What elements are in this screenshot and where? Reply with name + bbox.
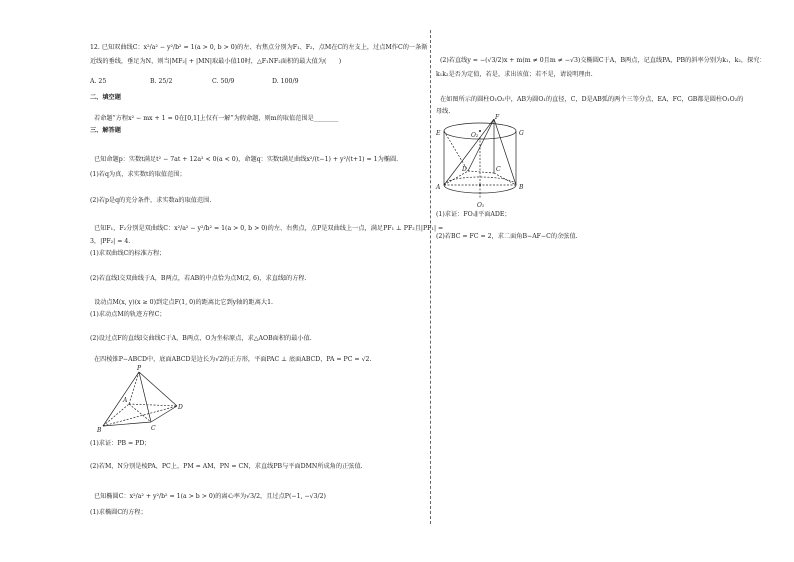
problem6-stem-line1: 在如图所示的圆柱O₁O₂中，AB为圆O₁的直径，C，D是AB弧的两个三等分点，EA，FC，GB都是圆柱O₁O₂的: [440, 96, 744, 103]
cylinder-label-e: E: [436, 130, 441, 137]
pyramid-figure: [95, 364, 185, 434]
cylinder-label-c: C: [496, 166, 501, 173]
cylinder-label-g: G: [519, 130, 524, 137]
problem2-stem-line1: 已知F₁，F₂分别是双曲线C：x²/a² − y²/b² = 1(a > 0, b > 0)的左、右焦点，点P是双曲线上一点，满足PF₁ ⊥ PF₂且|PF₁| =: [94, 225, 444, 232]
problem6-stem-line2: 母线.: [436, 108, 451, 115]
problem1-part2: (2)若p是q的充分条件，求实数a的取值范围.: [90, 197, 212, 204]
cylinder-label-b: B: [519, 184, 524, 191]
problem4-stem: 在四棱锥P−ABCD中，底面ABCD是边长为√2的正方形，平面PAC ⊥ 底面ABCD，PA = PC = √2.: [94, 356, 372, 363]
problem1-stem: 已知命题p：实数t满足t² − 7at + 12a² < 0(a < 0)，命题q：实数t满足曲线x²/(t−1) + y²/(t+1) = 1为椭圆.: [94, 156, 399, 163]
pyramid-label-c: C: [151, 425, 156, 432]
problem1-part1: (1)若q为真，求实数t的取值范围；: [90, 171, 186, 178]
problem6-part2: (2)若BC = FC = 2，求二面角B−AF−C的余弦值.: [436, 233, 578, 240]
cylinder-label-f: F: [495, 114, 500, 121]
option-b: B. 25/2: [150, 78, 173, 85]
section-fill-in: 二、填空题: [90, 94, 121, 101]
problem2-part1: (1)求双曲线C的标准方程；: [90, 250, 166, 257]
option-d: D. 100/9: [272, 78, 299, 85]
pyramid-label-a: A: [123, 397, 128, 404]
q12-line1: 12. 已知双曲线C：x²/a² − y²/b² = 1(a > 0, b > 0)的左、右焦点分别为F₁、F₂，点M在C的左支上，过点M作C的一条渐: [90, 44, 428, 51]
problem3-part1: (1)求动点M的轨迹方程C；: [90, 311, 166, 318]
fill-question: 若命题“方程x² − mx + 1 = 0在[0,1]上仅有一解”为假命题，则m的取值范围是________: [94, 115, 339, 122]
problem5-part2-line2: k₁k₂是否为定值，若是，求出该值；若不是，请说明理由.: [436, 71, 593, 78]
problem4-part2: (2)若M，N分别是棱PA，PC上，PM = AM，PN = CN，求直线PB与平面DMN所成角的正弦值.: [90, 463, 363, 470]
cylinder-label-d: D: [462, 166, 467, 173]
problem5-stem: 已知椭圆C：x²/a² + y²/b² = 1(a > b > 0)的离心率为√3/2，且过点P(−1, −√3/2): [94, 493, 326, 500]
problem3-stem: 设动点M(x, y)(x ≥ 0)到定点F(1, 0)的距离比它到y轴的距离大1.: [94, 299, 273, 306]
cylinder-figure: [432, 113, 532, 209]
problem4-part1: (1)求证：PB = PD；: [90, 440, 151, 447]
problem6-part1: (1)求证：FO₁∥平面ADE；: [436, 211, 511, 218]
option-a: A. 25: [90, 78, 107, 85]
option-c: C. 50/9: [212, 78, 235, 85]
q12-line2: 近线的垂线，垂足为N，则当|MF₂| + |MN|取最小值10时，△F₁NF₂面积的最大值为( ): [90, 58, 342, 65]
pyramid-label-p: P: [137, 365, 142, 372]
problem2-part2: (2)若直线l交双曲线于A，B两点，若AB的中点恰为点M(2, 6)，求直线l的方程.: [90, 275, 307, 282]
pyramid-label-d: D: [178, 404, 183, 411]
column-divider: [430, 30, 431, 524]
problem2-stem-line2: 3，|PF₂| = 4.: [90, 238, 131, 245]
cylinder-label-o2: O₂: [471, 132, 479, 139]
problem5-part1: (1)求椭圆C的方程；: [90, 509, 147, 516]
problem5-part2-line1: (2)若直线y = −(√3/2)x + m(m ≠ 0且m ≠ −√3)交椭圆C于A，B两点，记直线PA，PB的斜率分别为k₁，k₂，探究：: [440, 57, 766, 64]
problem3-part2: (2)设过点F的直线l交曲线C于A，B两点，O为坐标原点，求△AOB面积的最小值.: [90, 335, 312, 342]
cylinder-label-o1: O₁: [477, 202, 485, 209]
pyramid-label-b: B: [97, 427, 102, 434]
section-answers: 三、解答题: [90, 127, 121, 134]
cylinder-label-a: A: [436, 184, 441, 191]
